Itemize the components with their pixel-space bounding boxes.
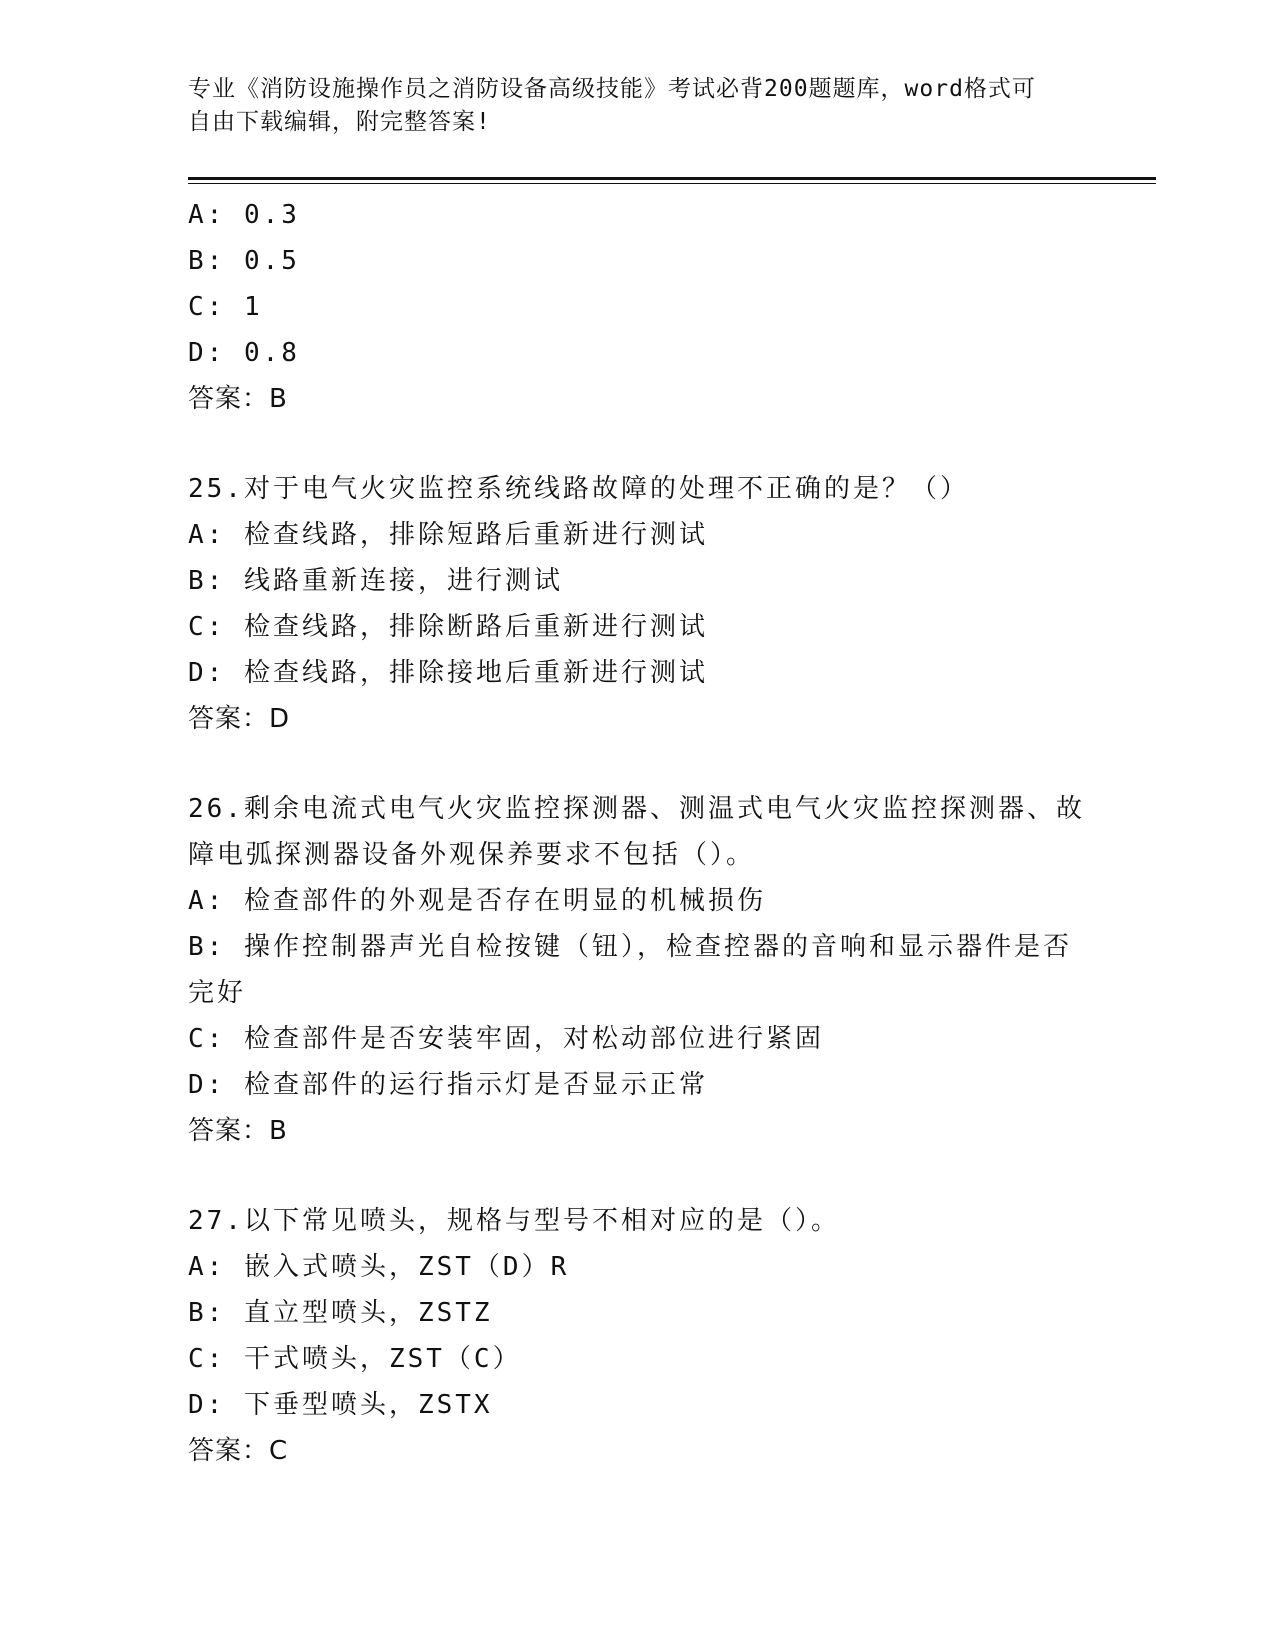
option-c: C: 检查部件是否安装牢固，对松动部位进行紧固	[188, 1024, 824, 1054]
option-a: A: 嵌入式喷头，ZST（D）R	[188, 1252, 570, 1282]
spacer	[188, 422, 1088, 466]
option-b-continued: 完好	[188, 978, 247, 1008]
option-a: A: 检查部件的外观是否存在明显的机械损伤	[188, 886, 766, 916]
question-27-block	[188, 1198, 1088, 1474]
answer-label: 答案：C	[188, 1436, 289, 1466]
document-header	[188, 73, 1068, 139]
question-text-line-1: 26.剩余电流式电气火灾监控探测器、测温式电气火灾监控探测器、故	[188, 794, 1085, 824]
answer-label: 答案：B	[188, 384, 288, 414]
option-d: D: 0.8	[188, 338, 300, 368]
question-text: 27.以下常见喷头，规格与型号不相对应的是（）。	[188, 1206, 840, 1236]
question-content	[188, 192, 1088, 1474]
header-rule-thick	[188, 177, 1156, 180]
question-text-line-2: 障电弧探测器设备外观保养要求不包括（）。	[188, 840, 756, 870]
option-b: B: 操作控制器声光自检按键（钮），检查控器的音响和显示器件是否	[188, 932, 1072, 962]
option-d: D: 检查部件的运行指示灯是否显示正常	[188, 1070, 708, 1100]
option-c: C: 1	[188, 292, 263, 322]
question-26-block	[188, 786, 1088, 1154]
option-c: C: 检查线路，排除断路后重新进行测试	[188, 612, 708, 642]
option-b: B: 线路重新连接，进行测试	[188, 566, 563, 596]
spacer	[188, 1154, 1088, 1198]
answer-label: 答案：D	[188, 704, 291, 734]
question-25-block	[188, 466, 1088, 742]
option-a: A: 检查线路，排除短路后重新进行测试	[188, 520, 708, 550]
answer-label: 答案：B	[188, 1116, 288, 1146]
option-d: D: 下垂型喷头，ZSTX	[188, 1390, 493, 1420]
option-d: D: 检查线路，排除接地后重新进行测试	[188, 658, 708, 688]
option-b: B: 0.5	[188, 246, 300, 276]
option-a: A: 0.3	[188, 200, 300, 230]
header-rule-thin	[188, 183, 1156, 184]
header-line-2: 自由下载编辑，附完整答案!	[188, 109, 491, 135]
option-b: B: 直立型喷头，ZSTZ	[188, 1298, 493, 1328]
spacer	[188, 742, 1088, 786]
option-c: C: 干式喷头，ZST（C）	[188, 1344, 522, 1374]
question-24-block	[188, 192, 1088, 422]
header-line-1: 专业《消防设施操作员之消防设备高级技能》考试必背200题题库，word格式可	[188, 76, 1036, 102]
question-text: 25.对于电气火灾监控系统线路故障的处理不正确的是？（）	[188, 474, 969, 504]
